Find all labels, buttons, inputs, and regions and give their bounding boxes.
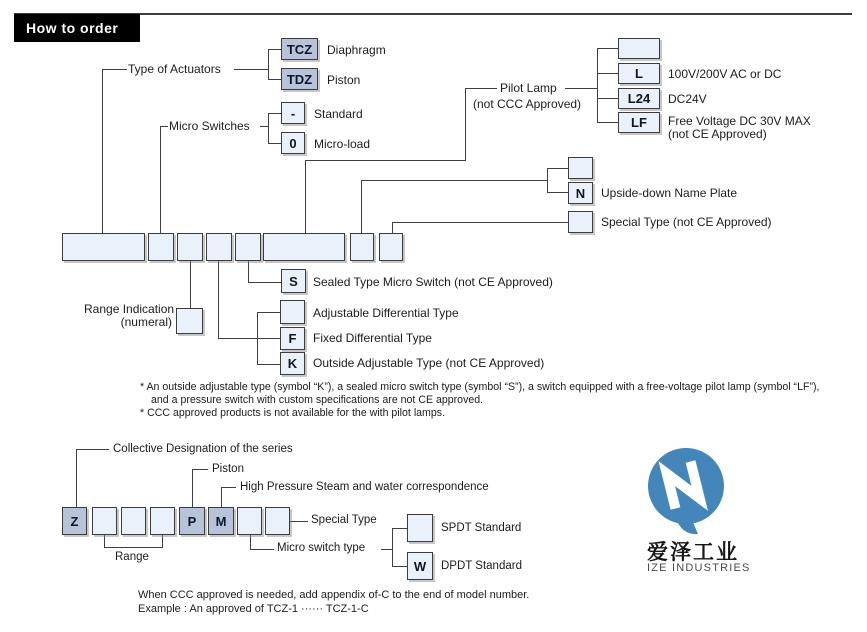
connector-line [221, 487, 236, 488]
footnote-line-1: * An outside adjustable type (symbol “K”), a sealed micro switch type (symbol “S”), a switch equipped with a free-voltage pilot lamp (symbol “LF”), [140, 381, 820, 393]
connector-line [250, 549, 274, 550]
code-box-f: F [280, 327, 305, 350]
f-desc: Fixed Differential Type [313, 331, 432, 345]
connector-line [465, 88, 497, 89]
ccc-note-1: When CCC approved is needed, add appendix of-C to the end of model number. [138, 589, 530, 601]
code-box-p: P [179, 507, 205, 535]
footnote-line-3: * CCC approved products is not available for the with pilot lamps. [140, 407, 446, 419]
footnote-line-2: and a pressure switch with custom specifications are not CE approved. [151, 394, 484, 406]
code-box-tdz: TDZ [281, 68, 318, 90]
model-code-box-3 [177, 233, 203, 261]
high-pressure-label: High Pressure Steam and water correspondence [240, 481, 489, 493]
special-type-label: Special Type [311, 514, 377, 526]
model-code-box-6 [263, 233, 345, 261]
piston-label: Piston [212, 463, 244, 475]
connector-line [268, 143, 281, 144]
microload-desc: Micro-load [314, 137, 371, 151]
range-indication-box [176, 308, 203, 334]
connector-line [547, 168, 548, 193]
code-box-l24: L24 [618, 88, 660, 109]
connector-line [305, 160, 466, 161]
connector-line [234, 69, 268, 70]
lf-desc2: (not CE Approved) [668, 127, 767, 141]
code-box-k: K [280, 352, 305, 375]
standard-desc: Standard [314, 107, 363, 121]
code-box-w: W [407, 552, 433, 580]
connector-line [565, 88, 597, 89]
ize-logo-icon [640, 444, 760, 540]
connector-line [192, 469, 208, 470]
pilot-lamp-sublabel: (not CCC Approved) [473, 97, 582, 111]
range-indication-label-2: (numeral) [120, 315, 172, 329]
connector-line [268, 113, 281, 114]
page-title [14, 14, 140, 42]
connector-line [547, 168, 568, 169]
connector-line [597, 122, 618, 123]
actuators-label: Type of Actuators [128, 62, 221, 76]
code-box-z: Z [62, 507, 87, 535]
adjustable-diff-desc: Adjustable Differential Type [313, 306, 459, 320]
connector-line [305, 160, 306, 233]
connector-line [268, 79, 281, 80]
ccc-note-2: Example : An approved of TCZ-1 ······ TCZ-1-C [138, 603, 369, 615]
connector-line [250, 535, 251, 550]
l-desc: 100V/200V AC or DC [668, 67, 782, 81]
model-code-box-1 [62, 233, 145, 261]
connector-line [268, 113, 269, 143]
connector-line [392, 222, 393, 233]
model-code-box-4 [206, 233, 232, 261]
connector-line [248, 261, 249, 282]
special-type-desc: Special Type (not CE Approved) [601, 215, 772, 229]
connector-line [597, 73, 618, 74]
connector-line [218, 338, 280, 339]
connector-line [268, 49, 281, 50]
connector-line [257, 364, 280, 365]
connector-line [392, 528, 393, 567]
code-box-s: S [281, 269, 306, 293]
model-code-box-5 [235, 233, 261, 261]
bottom-blank-box-2 [121, 507, 146, 535]
connector-line [392, 528, 407, 529]
code-box-l: L [618, 63, 660, 84]
connector-line [392, 566, 407, 567]
connector-line [392, 222, 568, 223]
connector-line [290, 521, 308, 522]
micro-switches-label: Micro Switches [169, 119, 250, 133]
page-title-text: How to order [26, 20, 119, 36]
code-box-m: M [208, 507, 234, 535]
tcz-desc: Diaphragm [327, 43, 386, 57]
connector-line [190, 261, 191, 308]
connector-line [361, 180, 362, 233]
special-type-box [568, 211, 593, 233]
code-box-microload: 0 [281, 132, 305, 154]
pilot-blank-box [618, 38, 660, 59]
connector-line [257, 312, 280, 313]
logo-name-cn: 爱泽工业 [647, 541, 739, 564]
model-code-box-2 [148, 233, 174, 261]
nameplate-blank-box [568, 157, 593, 179]
n-desc: Upside-down Name Plate [601, 186, 738, 200]
code-box-tcz: TCZ [281, 38, 318, 60]
bottom-blank-box-4 [237, 507, 262, 535]
connector-line [76, 449, 77, 507]
connector-line [160, 126, 161, 233]
connector-line [192, 469, 193, 507]
dpdt-desc: DPDT Standard [441, 560, 522, 572]
connector-line [597, 48, 598, 123]
tdz-desc: Piston [327, 73, 361, 87]
connector-line [160, 126, 168, 127]
logo-name-en: IZE INDUSTRIES [647, 562, 751, 574]
connector-line [597, 98, 618, 99]
connector-line [547, 192, 568, 193]
connector-line [76, 449, 109, 450]
connector-line [257, 312, 258, 365]
micro-switch-type-label: Micro switch type [277, 542, 366, 554]
connector-line [268, 49, 269, 80]
lf-desc: Free Voltage DC 30V MAX [668, 114, 811, 128]
connector-line [597, 48, 618, 49]
adjustable-diff-box [280, 300, 305, 324]
bottom-blank-box-3 [150, 507, 175, 535]
code-box-lf: LF [618, 112, 660, 133]
bottom-blank-box-1 [92, 507, 117, 535]
l24-desc: DC24V [668, 92, 707, 106]
range-label: Range [115, 551, 149, 563]
connector-line [465, 88, 466, 160]
connector-line [260, 126, 268, 127]
spdt-blank-box [407, 514, 433, 542]
model-code-box-8 [379, 233, 403, 261]
range-indication-label-1: Range Indication [84, 302, 175, 316]
connector-line [102, 69, 103, 233]
k-desc: Outside Adjustable Type (not CE Approved) [313, 356, 545, 370]
model-code-box-7 [350, 233, 374, 261]
code-box-n: N [568, 182, 593, 204]
bottom-blank-box-5 [265, 507, 290, 535]
connector-line [102, 69, 127, 70]
pilot-lamp-label: Pilot Lamp [500, 81, 557, 95]
connector-line [218, 261, 219, 339]
connector-line [221, 487, 222, 507]
s-desc: Sealed Type Micro Switch (not CE Approved) [313, 275, 553, 289]
spdt-desc: SPDT Standard [441, 522, 522, 534]
connector-line [381, 549, 392, 550]
connector-line [361, 180, 547, 181]
collective-label: Collective Designation of the series [113, 443, 293, 455]
connector-line [104, 547, 163, 548]
code-box-standard: - [281, 102, 305, 124]
connector-line [248, 282, 281, 283]
